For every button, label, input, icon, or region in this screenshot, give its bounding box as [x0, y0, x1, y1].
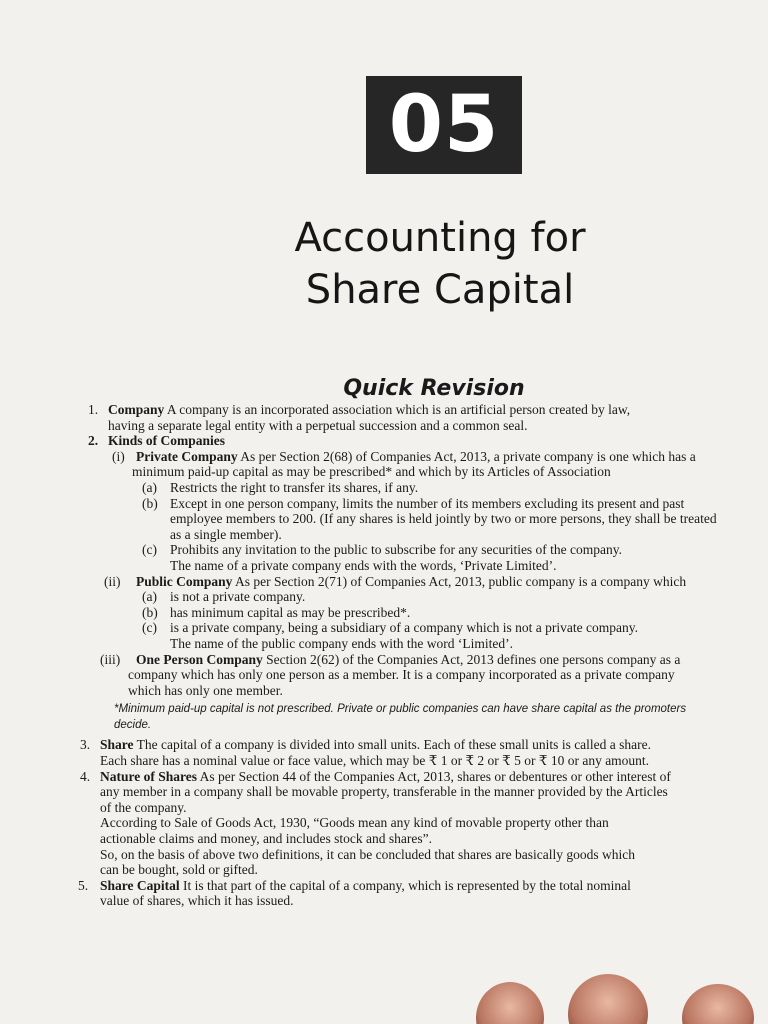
chapter-title-line-1: Accounting for	[294, 215, 586, 261]
item-private-company-line-2: minimum paid-up capital as may be prescribed* and which by its Articles of Association	[132, 464, 611, 480]
item-private-b: (b) Except in one person company, limits the number of its members excluding its present and past	[142, 495, 685, 511]
item-share-capital-line-2: value of shares, which it has issued.	[100, 893, 294, 909]
item-public-b: (b) has minimum capital as may be prescribed*.	[142, 604, 411, 620]
item-public-c-line-2: The name of the public company ends with the word ‘Limited’.	[170, 635, 514, 651]
footnote-line-1: *Minimum paid-up capital is not prescribed. Private or public companies can have share capital as the promoters	[114, 703, 687, 716]
term-company: Company	[108, 402, 165, 417]
item-company: 1. Company A company is an incorporated association which is an artificial person created by law,	[88, 402, 631, 417]
fingertips-image	[470, 968, 768, 1024]
item-share: 3. Share The capital of a company is divided into small units. Each of these small units is called a share.	[80, 737, 652, 753]
item-share-line-2: Each share has a nominal value or face value, which may be ₹ 1 or ₹ 2 or ₹ 5 or ₹ 10 or any amount.	[100, 753, 650, 769]
chapter-title	[230, 212, 650, 316]
item-nature-line-2: any member in a company shall be movable property, transferable in the manner provided by the Articles	[100, 784, 668, 800]
item-one-person-company: (iii) One Person Company Section 2(62) of the Companies Act, 2013 defines one persons company as a	[100, 651, 681, 667]
item-nature-line-4: According to Sale of Goods Act, 1930, “Goods mean any kind of movable property other than	[100, 815, 609, 831]
item-nature-line-7: can be bought, sold or gifted.	[100, 862, 258, 878]
item-company-line-2: having a separate legal entity with a perpetual succession and a common seal.	[108, 417, 528, 433]
item-public-c: (c) is a private company, being a subsidiary of a company which is not a private company.	[142, 620, 638, 636]
item-nature-line-5: actionable claims and money, and includes stock and shares”.	[100, 831, 433, 847]
item-one-person-line-3: which has only one member.	[128, 682, 283, 698]
item-nature-line-3: of the company.	[100, 799, 187, 815]
section-title: Quick Revision	[343, 376, 525, 401]
item-nature-line-6: So, on the basis of above two definitions, it can be concluded that shares are basically goods which	[100, 846, 635, 862]
item-private-a: (a) Restricts the right to transfer its shares, if any.	[142, 479, 419, 495]
item-private-c: (c) Prohibits any invitation to the public to subscribe for any securities of the company.	[142, 542, 623, 558]
item-nature-of-shares: 4. Nature of Shares As per Section 44 of the Companies Act, 2013, shares or debentures or other interest of	[80, 768, 671, 784]
item-private-company: (i) Private Company As per Section 2(68) of Companies Act, 2013, a private company is one which has a	[112, 448, 696, 464]
item-private-b-line-3: as a single member).	[170, 526, 282, 542]
footnote-line-2: decide.	[114, 718, 152, 731]
item-public-a: (a) is not a private company.	[142, 589, 306, 605]
item-one-person-line-2: company which has only one person as a member. It is a company incorporated as a private company	[128, 667, 675, 683]
item-private-b-line-2: employee members to 200. (If any shares is held jointly by two or more persons, they shall be treated	[170, 511, 717, 527]
chapter-title-line-2: Share Capital	[305, 267, 575, 313]
item-kinds-of-companies: 2. Kinds of Companies	[88, 433, 226, 449]
item-public-company: (ii) Public Company As per Section 2(71) of Companies Act, 2013, public company is a company which	[104, 573, 687, 589]
item-private-c-line-2: The name of a private company ends with the words, ‘Private Limited’.	[170, 557, 557, 573]
revision-content	[78, 402, 768, 909]
item-share-capital: 5. Share Capital It is that part of the capital of a company, which is represented by the total nominal	[78, 877, 631, 893]
chapter-number-badge: 05	[366, 76, 522, 174]
